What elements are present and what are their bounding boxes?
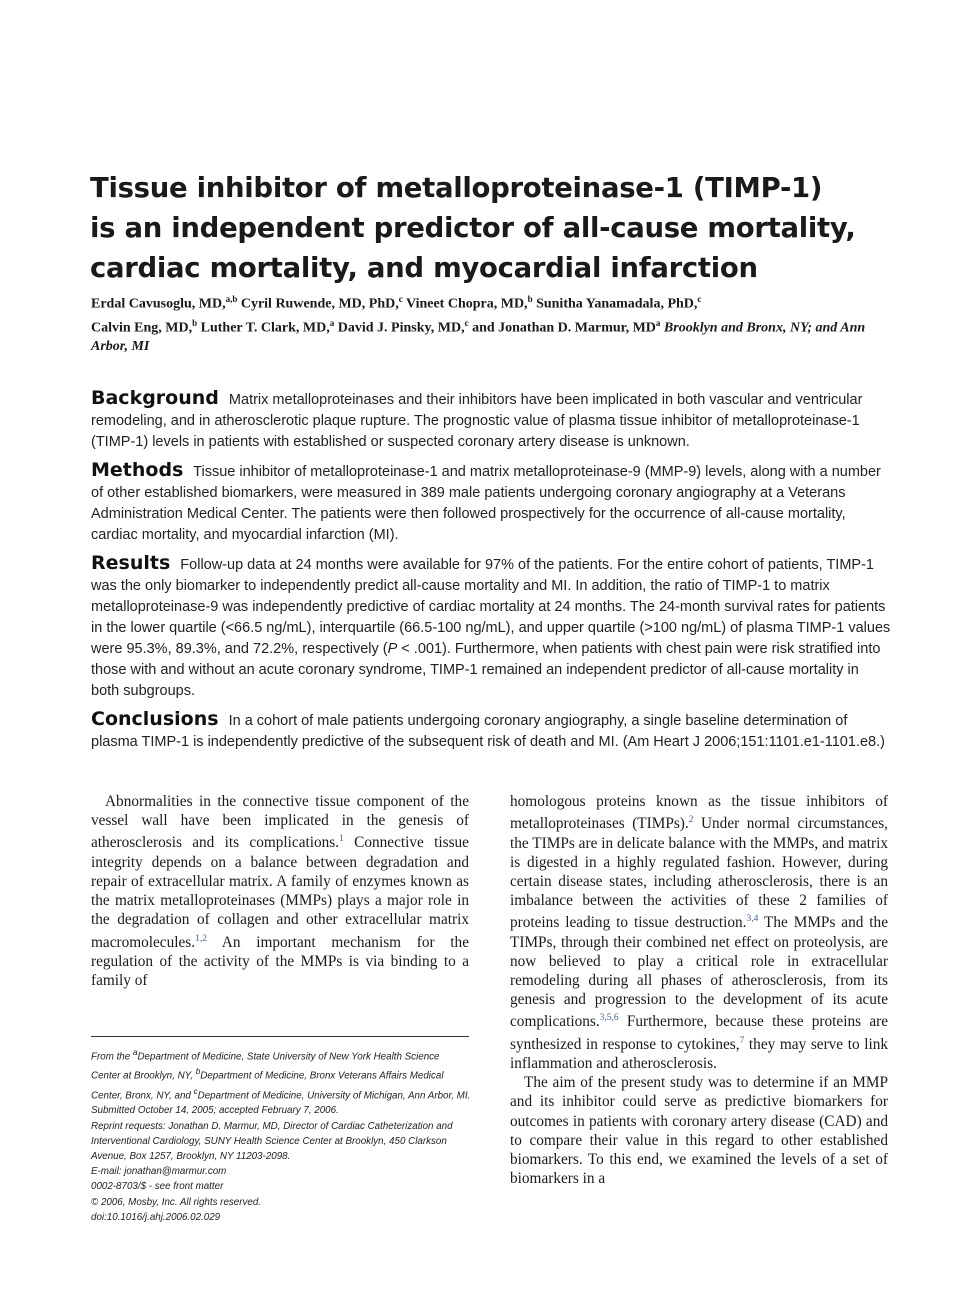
citation-link[interactable]: 1,2 bbox=[195, 933, 207, 944]
section-text: Follow-up data at 24 months were available for 97% of the patients. For the entire cohort of patients, TIMP-1 was the only biomarker to independently predict all-cause mortality and MI. In addition, the ratio of TIMP-1 to matrix metalloproteinase-9 was independently predictive of cardiac mortality at 24 months. The 24-month survival rates for patients in the lower quartile (<66.5 ng/mL), interquartile (66.5-100 ng/mL), and upper quartile (>100 ng/mL) of plasma TIMP-1 values were 95.3%, 89.3%, and 72.2%, respectively ( bbox=[91, 557, 891, 657]
section-heading: Conclusions bbox=[91, 708, 219, 730]
title-line-3: cardiac mortality, and myocardial infarction bbox=[90, 252, 758, 284]
affiliation-mark: c bbox=[697, 294, 702, 304]
body-text: Abnormalities in the connective tissue component of the vessel wall have been implicated in the genesis of atherosclerosis and its complications. bbox=[91, 793, 469, 852]
citation-link[interactable]: 3,4 bbox=[746, 914, 759, 925]
body-text: The MMPs and the TIMPs, through their combined net effect on proteolysis, are now believed to play a critical role in extracellular remodeling during all phases of atherosclerosis, from its genesis and progression to the development of its acute complications. bbox=[510, 914, 888, 1031]
reprint-requests: Reprint requests: Jonathan D. Marmur, MD, Director of Cardiac Catheterization and Interventional Cardiology, SUNY Health Science Center at Brooklyn, 450 Clarkson Avenue, Box 1257, Brooklyn, NY 11203-2098. bbox=[91, 1120, 453, 1163]
affiliation-mark: c bbox=[193, 1086, 198, 1096]
abstract-background bbox=[91, 388, 891, 453]
citation-link[interactable]: 2 bbox=[688, 815, 694, 826]
affiliation-mark: c bbox=[464, 317, 469, 328]
footnote-text: Department of Medicine, Bronx Veterans Affairs Medical Center, Bronx, NY, and bbox=[91, 1070, 444, 1102]
article-title bbox=[90, 168, 890, 288]
email-link[interactable]: E-mail: jonathan@marmur.com bbox=[91, 1166, 227, 1178]
title-line-2: is an independent predictor of all-cause mortality, bbox=[90, 212, 856, 244]
body-text: Furthermore, because these proteins are synthesized in response to cytokines, bbox=[510, 1013, 888, 1053]
affiliation-mark: a bbox=[132, 1048, 138, 1057]
affiliation-mark: c bbox=[398, 294, 403, 304]
body-text: homologous proteins known as the tissue inhibitors of metalloproteinases (TIMPs). bbox=[510, 793, 888, 833]
affiliation-mark: a,b bbox=[225, 294, 238, 304]
body-text: Under normal circumstances, the TIMPs are in delicate balance with the MMPs, and matrix is digested in a highly regulated fashion. However, during certain disease states, including atherosclerosis, there is an imbalance between the activities of these 2 families of proteins leading to tissue destruction. bbox=[510, 815, 889, 932]
footnote-divider bbox=[91, 1036, 469, 1037]
citation-link[interactable]: 7 bbox=[739, 1035, 745, 1046]
author-name: and Jonathan D. Marmur, MD bbox=[468, 320, 656, 336]
section-text: < .001). Furthermore, when patients with chest pain were risk stratified into those with and without an acute coronary syndrome, TIMP-1 remained an independent predictor of all-cause mortality in both subgroups. bbox=[91, 641, 881, 699]
title-line-1: Tissue inhibitor of metalloproteinase-1 (TIMP-1) bbox=[90, 172, 823, 204]
affiliation-mark: a bbox=[655, 317, 661, 328]
footnote-text: Department of Medicine, University of Michigan, Ann Arbor, MI. bbox=[197, 1090, 471, 1102]
section-heading: Results bbox=[91, 552, 171, 574]
abstract-methods bbox=[91, 460, 891, 546]
affiliation-mark: a bbox=[329, 317, 335, 328]
section-heading: Methods bbox=[91, 459, 184, 481]
author-name: Luther T. Clark, MD, bbox=[197, 320, 330, 336]
section-text: Tissue inhibitor of metalloproteinase-1 and matrix metalloproteinase-9 (MMP-9) levels, along with a number of other established biomarkers, were measured in 389 male patients undergoing coronary angiography at a Veterans Administration Medical Center. The patients were then followed prospectively for the occurrence of all-cause mortality, cardiac mortality, and myocardial infarction (MI). bbox=[91, 464, 881, 543]
affiliation-note bbox=[91, 1045, 471, 1103]
footnote-text: Department of Medicine, State University of New York Health Science Center at Brooklyn, NY, bbox=[91, 1051, 440, 1082]
affiliation-mark: b bbox=[192, 317, 198, 328]
body-paragraph bbox=[510, 792, 888, 1073]
affiliation-mark: b bbox=[527, 294, 533, 304]
citation-link[interactable]: 3,5,6 bbox=[599, 1013, 619, 1024]
author-location: Brooklyn and Bronx, NY; and Ann Arbor, MI bbox=[91, 320, 866, 355]
p-value-symbol: P bbox=[387, 641, 398, 657]
author-name: Vineet Chopra, MD, bbox=[402, 296, 528, 312]
copyright-note: © 2006, Mosby, Inc. All rights reserved. bbox=[91, 1196, 262, 1208]
abstract-conclusions bbox=[91, 709, 891, 753]
author-name: Cyril Ruwende, MD, PhD, bbox=[237, 296, 399, 312]
body-column-left bbox=[91, 792, 469, 990]
footnotes bbox=[91, 1045, 471, 1225]
author-name: Sunitha Yanamadala, PhD, bbox=[532, 296, 698, 312]
author-name: David J. Pinsky, MD, bbox=[334, 320, 465, 336]
doi-link[interactable]: doi:10.1016/j.ahj.2006.02.029 bbox=[91, 1211, 221, 1223]
body-paragraph bbox=[91, 792, 469, 990]
author-list bbox=[91, 290, 881, 356]
submission-dates: Submitted October 14, 2005; accepted February 7, 2006. bbox=[91, 1105, 339, 1117]
body-text: An important mechanism for the regulation of the activity of the MMPs is via binding to a family of bbox=[91, 933, 469, 990]
abstract-results bbox=[91, 553, 891, 702]
footnote-text: From the bbox=[91, 1051, 133, 1063]
author-name: Calvin Eng, MD, bbox=[91, 320, 193, 336]
body-text: they may serve to link inflammation and atherosclerosis. bbox=[510, 1035, 889, 1073]
affiliation-mark: b bbox=[195, 1067, 201, 1077]
body-paragraph: The aim of the present study was to determine if an MMP and its inhibitor could serve as predictive biomarkers for outcomes in patients with coronary artery disease (CAD) and to compare their value in this regard to other established biomarkers. To this end, we examined the levels of a set of biomarkers in a bbox=[510, 1074, 888, 1188]
body-column-right bbox=[510, 792, 888, 1188]
body-text: Connective tissue integrity depends on a balance between degradation and repair of extracellular matrix. A family of enzymes known as the matrix metalloproteinases (MMPs) plays a major role in the degradation of collagen and other extracellular matrix macromolecules. bbox=[91, 834, 469, 951]
section-text: Matrix metalloproteinases and their inhibitors have been implicated in both vascular and ventricular remodeling, and in atherosclerotic plaque rupture. The prognostic value of plasma tissue inhibitor of metalloproteinase-1 (TIMP-1) levels in patients with established or suspected coronary artery disease is unknown. bbox=[91, 392, 863, 450]
issn-note: 0002-8703/$ - see front matter bbox=[91, 1181, 224, 1193]
section-text: In a cohort of male patients undergoing coronary angiography, a single baseline determination of plasma TIMP-1 is independently predictive of the subsequent risk of death and MI. (Am Heart J 2006;151:1101.e1-1101.e8.) bbox=[91, 713, 885, 750]
author-name: Erdal Cavusoglu, MD, bbox=[91, 296, 226, 312]
citation-link[interactable]: 1 bbox=[339, 834, 344, 845]
abstract bbox=[91, 388, 891, 760]
section-heading: Background bbox=[91, 387, 219, 409]
